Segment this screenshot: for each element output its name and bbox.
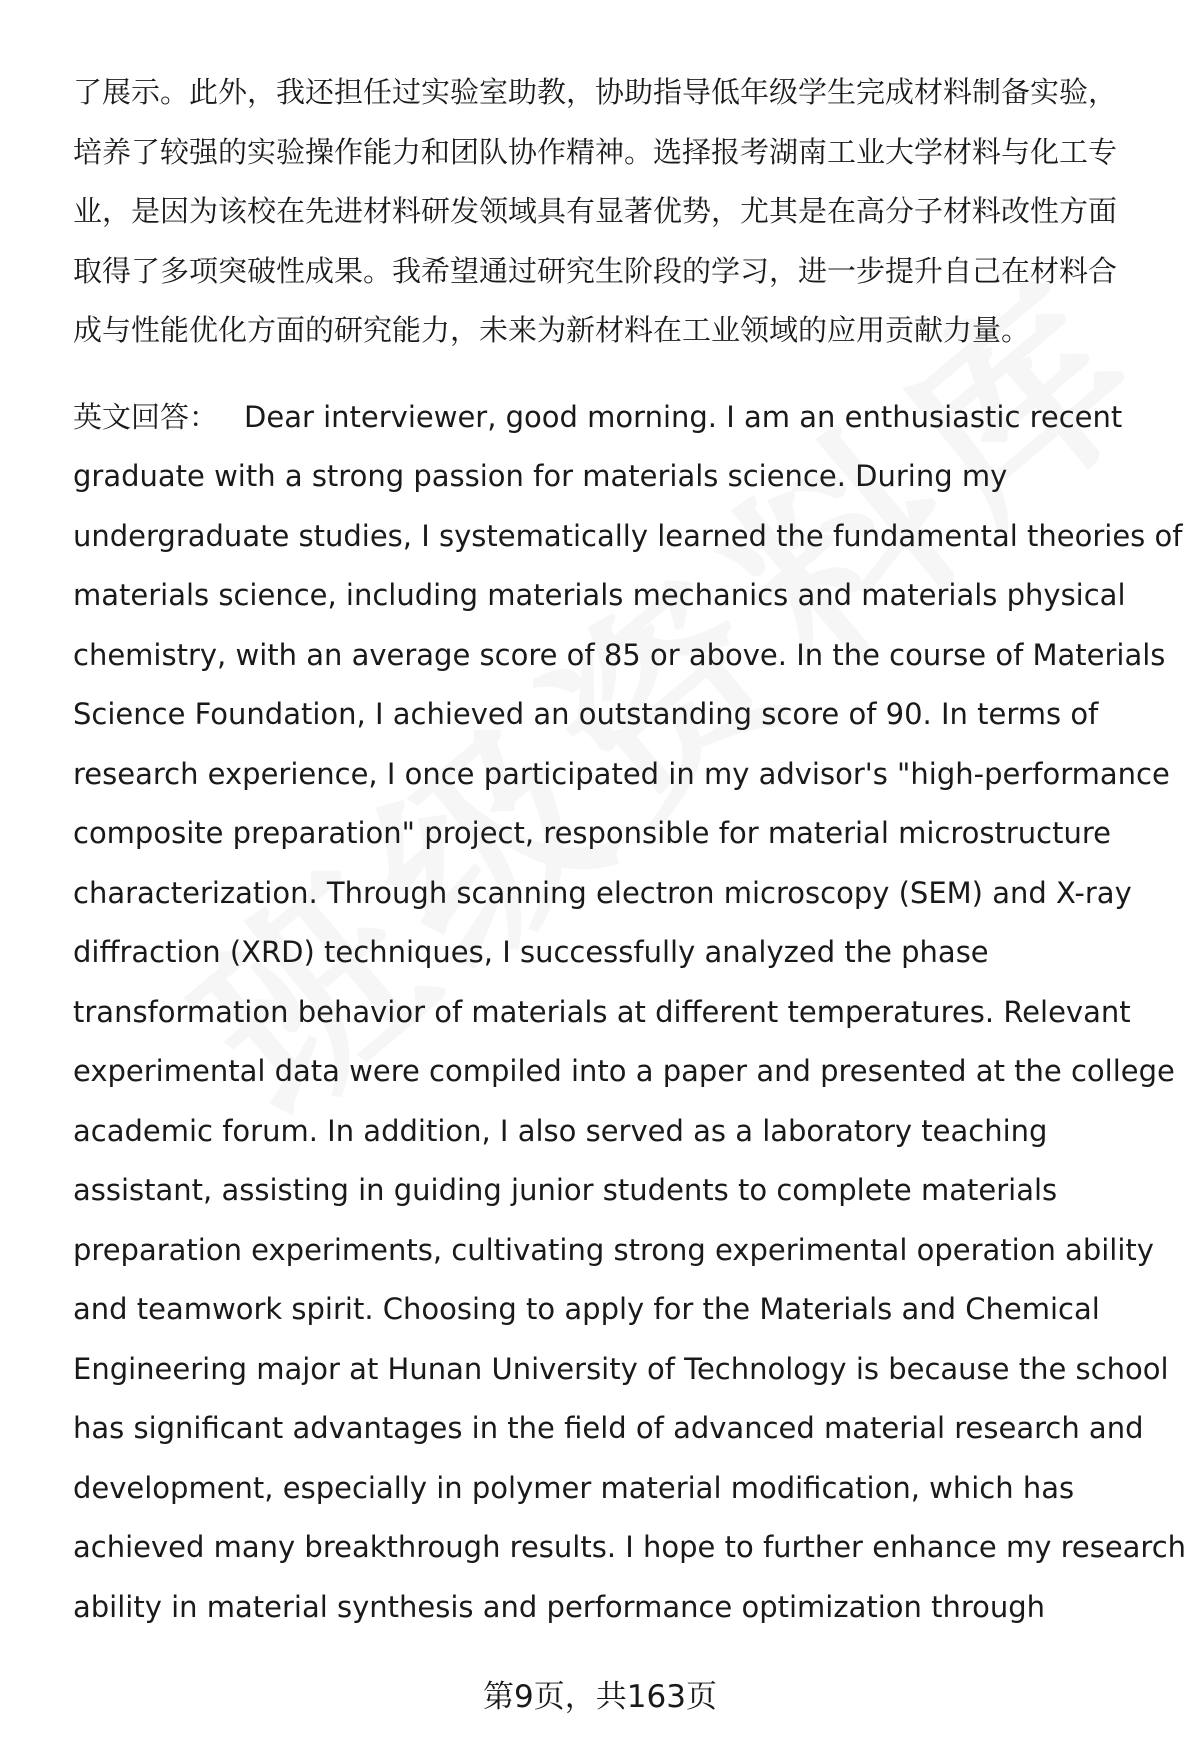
text-line: development, especially in polymer material modification, which has <box>73 1470 1075 1505</box>
text-line: 成与性能优化方面的研究能力，未来为新材料在工业领域的应用贡献力量。 <box>73 313 1031 347</box>
page-number-footer: 第9页，共163页 <box>483 1679 717 1715</box>
text-line: Engineering major at Hunan University of Technology is because the school <box>73 1351 1169 1386</box>
text-line: 了展示。此外，我还担任过实验室助教，协助指导低年级学生完成材料制备实验， <box>73 75 1118 109</box>
text-line: undergraduate studies, I systematically learned the fundamental theories of <box>73 518 1183 553</box>
text-line: assistant, assisting in guiding junior students to complete materials <box>73 1173 1058 1207</box>
text-line: composite preparation" project, responsible for material microstructure <box>73 816 1111 850</box>
text-line: 业，是因为该校在先进材料研发领域具有显著优势，尤其是在高分子材料改性方面 <box>73 194 1118 228</box>
text-line: graduate with a strong passion for materials science. During my <box>73 459 1008 493</box>
text-line: research experience, I once participated in my advisor's "high-performance <box>73 756 1170 791</box>
text-line: experimental data were compiled into a paper and presented at the college <box>73 1054 1175 1088</box>
text-line: achieved many breakthrough results. I hope to further enhance my research <box>73 1530 1187 1564</box>
text-line: and teamwork spirit. Choosing to apply for the Materials and Chemical <box>73 1292 1100 1326</box>
text-line: characterization. Through scanning electron microscopy (SEM) and X-ray <box>73 875 1132 910</box>
text-line: 培养了较强的实验操作能力和团队协作精神。选择报考湖南工业大学材料与化工专 <box>73 134 1118 169</box>
text-line: materials science, including materials mechanics and materials physical <box>73 578 1126 612</box>
text-line <box>73 388 1173 448</box>
text-line: chemistry, with an average score of 85 or above. In the course of Materials <box>73 637 1166 672</box>
text-line: Science Foundation, I achieved an outstanding score of 90. In terms of <box>73 697 1099 731</box>
paragraph-gap <box>73 361 1173 388</box>
text-line: preparation experiments, cultivating strong experimental operation ability <box>73 1232 1154 1267</box>
english-answer-label: 英文回答： <box>73 399 219 434</box>
text-line: diffraction (XRD) techniques, I successfully analyzed the phase <box>73 935 989 969</box>
text-line: has significant advantages in the field of advanced material research and <box>73 1411 1144 1445</box>
chinese-paragraph <box>73 63 1173 361</box>
english-answer-first-line: Dear interviewer, good morning. I am an enthusiastic recent <box>244 399 1123 434</box>
text-line: transformation behavior of materials at different temperatures. Relevant <box>73 994 1131 1029</box>
text-line: 取得了多项突破性成果。我希望通过研究生阶段的学习，进一步提升自己在材料合 <box>73 253 1118 288</box>
text-line: academic forum. In addition, I also served as a laboratory teaching <box>73 1113 1048 1148</box>
page-content <box>73 63 1187 1637</box>
english-answer-paragraph <box>73 388 1187 1638</box>
text-line: ability in material synthesis and performance optimization through <box>73 1589 1046 1624</box>
